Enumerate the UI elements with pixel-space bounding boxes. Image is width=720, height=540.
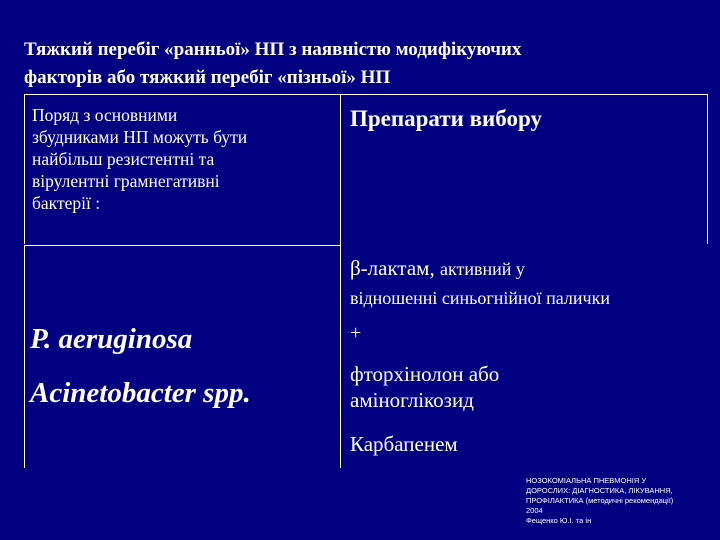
- citation-line: ПРОФІЛАКТИКА (методичні рекомендації): [526, 496, 674, 505]
- table-right-border: [707, 94, 708, 244]
- note-line: збудниками НП можуть бути: [32, 127, 248, 147]
- table-top-border: [24, 94, 708, 95]
- pathogen-item: Acinetobacter spp.: [30, 377, 251, 409]
- slide-title-line-1: Тяжкий перебіг «ранньої» НП з наявністю модифікуючих: [24, 39, 522, 60]
- drug-regimen-line-5: аміноглікозид: [350, 388, 474, 412]
- note-line: бактерії :: [32, 193, 101, 213]
- drug-regimen-line-4: фторхінолон або: [350, 362, 500, 386]
- drugs-of-choice-header: Препарати вибору: [350, 106, 542, 131]
- citation-line: Фещенко Ю.І. та ін: [526, 516, 592, 525]
- note-line: найбільш резистентні та: [32, 149, 215, 169]
- table-mid-horizontal-line: [24, 245, 340, 246]
- drug-regimen-line-6: Карбапенем: [350, 432, 458, 456]
- slide-title-line-2: факторів або тяжкий перебіг «пізньої» НП: [24, 67, 391, 88]
- beta-lactam-text: β-лактам,: [350, 256, 435, 280]
- drug-regimen-line-1: [350, 256, 525, 281]
- pathogen-item: P. aeruginosa: [30, 323, 193, 355]
- recommendation-table: [24, 94, 708, 468]
- slide-title: [24, 36, 704, 92]
- beta-lactam-qualifier: активний у: [439, 259, 525, 279]
- citation-line: ДОРОСЛИХ: ДІАГНОСТИКА, ЛІКУВАННЯ,: [526, 486, 673, 495]
- table-left-border-lower: [24, 246, 25, 468]
- note-line: вірулентні грамнегативні: [32, 171, 220, 191]
- citation-line: НОЗОКОМІАЛЬНА ПНЕВМОНІЯ У: [526, 476, 647, 485]
- table-left-border: [24, 94, 25, 244]
- citation-line: 2004: [526, 506, 543, 515]
- source-citation: [526, 476, 673, 526]
- note-line: Поряд з основними: [32, 105, 178, 125]
- resistant-bacteria-note: [32, 104, 352, 214]
- drug-regimen-plus: +: [350, 322, 362, 344]
- pathogen-list: [30, 312, 251, 420]
- drug-regimen-line-2: відношенні синьогнійної палички: [350, 288, 610, 308]
